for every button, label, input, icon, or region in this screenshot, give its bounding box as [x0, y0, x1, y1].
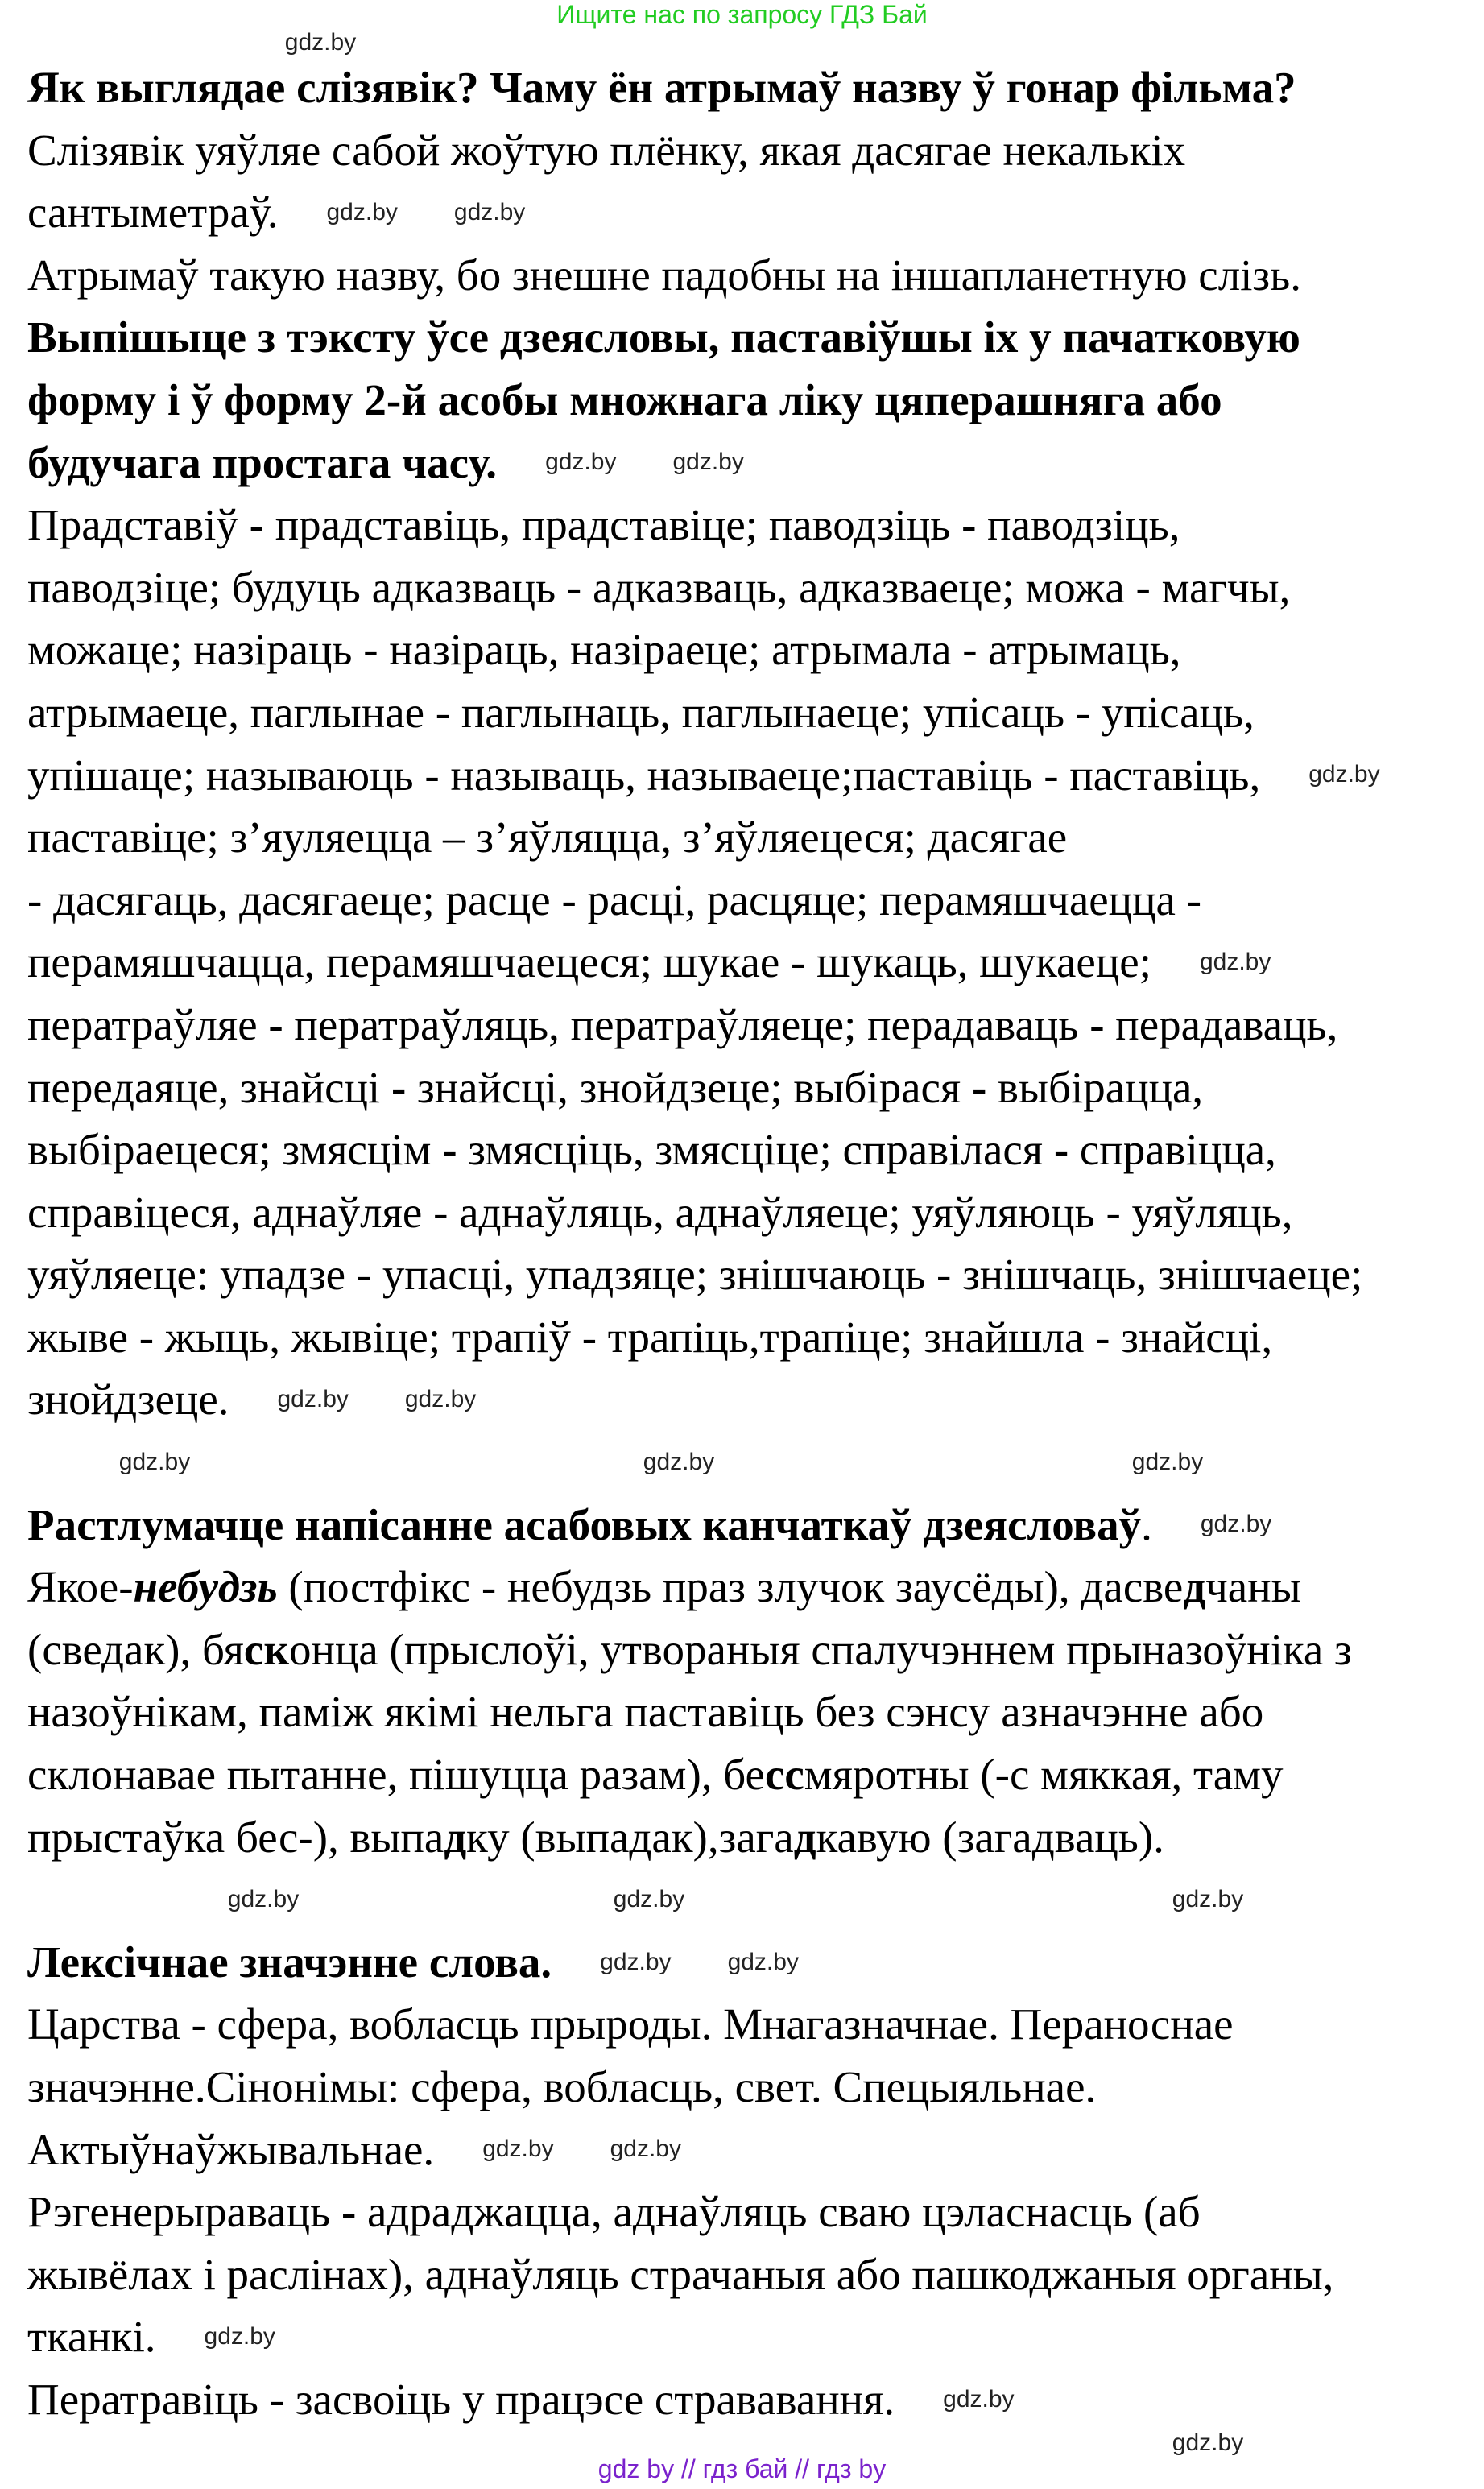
text-line: [27, 1243, 1362, 1306]
watermark: gdz.by: [404, 1386, 477, 1413]
text-line: [27, 1619, 1352, 1681]
text-segment: сантыметраў.: [27, 188, 279, 238]
question-heading-line: [27, 432, 497, 494]
text-line: [27, 1056, 1203, 1119]
watermark: gdz.by: [672, 449, 744, 476]
text-line: [27, 1681, 1263, 1743]
document-body: [27, 56, 1362, 2431]
text-line: [27, 681, 1255, 744]
text-segment: справіцеся, аднаўляе - аднаўляць, аднаўляеце; уяўляюць - уяўляць,: [27, 1187, 1293, 1237]
text-line: [27, 119, 1185, 182]
search-banner-text: Ищите нас по запросу ГДЗ Бай: [556, 0, 928, 29]
text-segment: значэнне.Сінонімы: сфера, вобласць, свет. Спецыяльнае.: [27, 2062, 1097, 2111]
text-line: [27, 1118, 1276, 1181]
text-line: [27, 1494, 1152, 1557]
footer-links: [0, 2454, 1484, 2484]
text-segment: знойдзеце.: [27, 1375, 229, 1424]
text-line: [27, 244, 1301, 307]
search-banner: [0, 0, 1484, 29]
text-segment: назоўнікам, паміж якімі нельга паставіць без сэнсу азначэнне або: [27, 1687, 1264, 1737]
emphasized-text: д: [444, 1812, 467, 1862]
text-segment: паставіце; з’яуляецца – з’яўляцца, з’яўляецеся; дасягае: [27, 812, 1068, 862]
text-segment: Прадставіў - прадставіць, прадставіце; паводзіць - паводзіць,: [27, 500, 1180, 550]
watermark: gdz.by: [613, 1886, 685, 1912]
watermark: gdz.by: [1308, 761, 1380, 788]
text-segment: перамяшчацца, перамяшчаецеся; шукае - шукаць, шукаеце;: [27, 937, 1151, 987]
text-segment: Слізявік уяўляе сабой жоўтую плёнку, якая дасягае некалькіх: [27, 125, 1186, 175]
text-line: [27, 994, 1337, 1056]
text-segment: Ператравіць - засвоіць у працэсе стрававання.: [27, 2374, 895, 2424]
text-segment: Якое-: [27, 1562, 134, 1612]
text-segment: склонавае пытанне, пішуцца разам), бе: [27, 1750, 765, 1800]
emphasized-text: д: [793, 1812, 816, 1862]
text-line: [27, 2056, 1096, 2119]
watermark: gdz.by: [284, 29, 357, 56]
text-segment: прыстаўка бес-), выпа: [27, 1812, 444, 1862]
watermark: gdz.by: [118, 1449, 191, 1475]
watermark: gdz.by: [1172, 1886, 1244, 1912]
text-segment: выбіраецеся; змясцім - змясціць, змясціце; справілася - справіцца,: [27, 1125, 1276, 1175]
text-segment: чаны: [1205, 1562, 1301, 1612]
text-segment: упішаце; называюць - называць, называеце;паставіць - паставіць,: [27, 750, 1261, 800]
watermark: gdz.by: [943, 2385, 1015, 2413]
text-segment: (постфікс - небудзь праз злучок заусёды), дасве: [277, 1562, 1184, 1612]
text-line: [27, 618, 1181, 681]
watermark: gdz.by: [482, 2135, 554, 2163]
watermark: gdz.by: [1131, 1449, 1204, 1475]
question-heading-line: [27, 56, 1296, 119]
text-line: [27, 1743, 1283, 1806]
footer-links-text: gdz by // гдз бай // гдз by: [597, 2454, 887, 2483]
emphasized-text: ск: [243, 1624, 290, 1674]
text-segment: уяўляеце: упадзе - упасці, упадзяце; знішчаюць - знішчаць, знішчаеце;: [27, 1250, 1363, 1300]
question-heading-line: [27, 369, 1222, 432]
text-line: [27, 2181, 1201, 2243]
emphasized-text: Лексічнае значэнне слова.: [27, 1937, 552, 1987]
emphasized-text: Растлумачце напісанне асабовых канчаткаў дзеясловаў: [27, 1499, 1142, 1549]
watermark: gdz.by: [643, 1449, 715, 1475]
text-line: [27, 1556, 1301, 1619]
text-segment: Рэгенерыраваць - адраджацца, аднаўляць сваю цэласнасць (аб: [27, 2187, 1201, 2237]
watermark: gdz.by: [600, 1948, 672, 1975]
text-line: [27, 2243, 1333, 2306]
question-heading-line: [27, 306, 1300, 369]
text-line: [27, 1306, 1272, 1369]
text-line: [27, 556, 1290, 619]
text-line: [27, 806, 1067, 869]
text-line: [27, 1993, 1234, 2056]
text-line: [27, 494, 1180, 556]
text-line: [27, 869, 1201, 932]
text-segment: .: [1141, 1499, 1152, 1549]
text-segment: Актыўнаўжывальнае.: [27, 2124, 435, 2174]
watermark: gdz.by: [545, 449, 617, 476]
watermark: gdz.by: [610, 2135, 681, 2163]
text-segment: тканкі.: [27, 2312, 156, 2362]
question-heading-line: [27, 1931, 552, 1994]
text-segment: кавую (загадваць).: [816, 1812, 1164, 1862]
emphasized-text: сс: [764, 1750, 804, 1800]
text-line: [27, 181, 279, 244]
watermark: gdz.by: [1200, 1511, 1272, 1538]
watermark: gdz.by: [453, 198, 526, 225]
text-line: [27, 744, 1260, 807]
emphasized-text: Выпішыце з тэксту ўсе дзеясловы, паставіўшы іх у пачатковую: [27, 312, 1300, 362]
text-line: [27, 2305, 156, 2368]
text-segment: мяротны (-с мяккая, таму: [804, 1750, 1284, 1800]
text-line: [27, 2368, 895, 2431]
emphasized-text: форму і ў форму 2-й асобы множнага ліку цяперашняга або: [27, 374, 1222, 424]
emphasized-text: небудзь: [133, 1562, 278, 1612]
emphasized-text: Як выглядае слізявік? Чаму ён атрымаў назву ў гонар фільма?: [27, 63, 1296, 112]
text-line: [27, 1806, 1164, 1869]
text-line: [27, 1181, 1292, 1244]
watermark: gdz.by: [1172, 2429, 1244, 2456]
text-segment: атрымаеце, паглынае - паглынаць, паглынаеце; упісаць - упісаць,: [27, 687, 1255, 737]
emphasized-text: будучага простага часу.: [27, 437, 498, 487]
watermark: gdz.by: [326, 198, 398, 225]
watermark: gdz.by: [727, 1948, 799, 1975]
text-segment: ку (выпадак),зага: [466, 1812, 794, 1862]
text-segment: ператраўляе - ператраўляць, ператраўляеце; перадаваць - перадаваць,: [27, 999, 1338, 1049]
text-segment: (сведак), бя: [27, 1624, 244, 1674]
text-segment: жыве - жыць, жывіце; трапіў - трапіць,трапіце; знайшла - знайсці,: [27, 1312, 1273, 1362]
text-segment: можаце; назіраць - назіраць, назіраеце; атрымала - атрымаць,: [27, 625, 1181, 675]
text-line: [27, 1368, 229, 1431]
text-segment: - дасягаць, дасягаеце; расце - расці, расцяце; перамяшчаецца -: [27, 874, 1202, 924]
text-segment: жывёлах і раслінах), аднаўляць страчаныя або пашкоджаныя органы,: [27, 2249, 1334, 2299]
watermark: gdz.by: [227, 1886, 300, 1912]
watermark: gdz.by: [277, 1386, 349, 1413]
text-line: [27, 931, 1151, 994]
text-segment: Царства - сфера, вобласць прыроды. Мнагазначнае. Пераноснае: [27, 1999, 1234, 2049]
text-segment: Атрымаў такую назву, бо знешне падобны на іншапланетную слізь.: [27, 250, 1301, 300]
emphasized-text: д: [1183, 1562, 1206, 1612]
text-line: [27, 2119, 434, 2181]
watermark: gdz.by: [204, 2323, 275, 2350]
watermark: gdz.by: [1199, 949, 1271, 976]
text-segment: онца (прыслоўі, утвораныя спалучэннем прыназоўніка з: [289, 1624, 1352, 1674]
text-segment: передаяце, знайсці - знайсці, знойдзеце; выбірася - выбірацца,: [27, 1062, 1204, 1112]
text-segment: паводзіце; будуць адказваць - адказваць, адказваеце; можа - магчы,: [27, 562, 1291, 612]
